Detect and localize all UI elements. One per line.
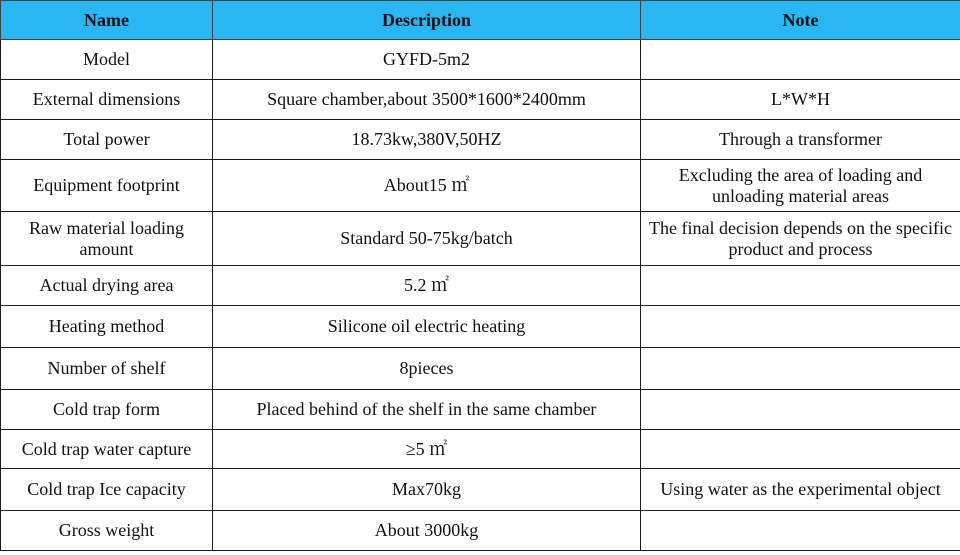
table-row [1, 120, 960, 160]
cell-note: Through a transformer [641, 120, 960, 160]
table-row [1, 511, 960, 551]
cell-name: Cold trap Ice capacity [1, 469, 213, 511]
header-description: Description [213, 1, 641, 40]
table-row [1, 469, 960, 511]
cell-description: Max70kg [213, 469, 641, 511]
cell-name: Equipment footprint [1, 160, 213, 212]
cell-note: Excluding the area of loading and unloading material areas [641, 160, 960, 212]
cell-description: ≥5 ㎡ [213, 430, 641, 469]
table-row [1, 266, 960, 306]
cell-name: Gross weight [1, 511, 213, 551]
cell-note [641, 390, 960, 430]
cell-name: Cold trap water capture [1, 430, 213, 469]
cell-description: Placed behind of the shelf in the same chamber [213, 390, 641, 430]
cell-description: GYFD-5m2 [213, 40, 641, 80]
cell-name: Number of shelf [1, 348, 213, 390]
cell-description: About15 ㎡ [213, 160, 641, 212]
cell-note [641, 266, 960, 306]
cell-name: Actual drying area [1, 266, 213, 306]
cell-description: Square chamber,about 3500*1600*2400mm [213, 80, 641, 120]
table-row [1, 348, 960, 390]
cell-name: Total power [1, 120, 213, 160]
cell-name: Raw material loading amount [1, 212, 213, 266]
table-row [1, 40, 960, 80]
cell-name: Cold trap form [1, 390, 213, 430]
header-name: Name [1, 1, 213, 40]
cell-name: External dimensions [1, 80, 213, 120]
cell-name: Model [1, 40, 213, 80]
cell-note [641, 306, 960, 348]
cell-note [641, 40, 960, 80]
cell-note [641, 511, 960, 551]
header-note: Note [641, 1, 960, 40]
cell-description: About 3000kg [213, 511, 641, 551]
table-row [1, 306, 960, 348]
table-row [1, 212, 960, 266]
table-row [1, 80, 960, 120]
cell-note [641, 430, 960, 469]
cell-description: 5.2 ㎡ [213, 266, 641, 306]
cell-note: Using water as the experimental object [641, 469, 960, 511]
table-row [1, 160, 960, 212]
cell-name: Heating method [1, 306, 213, 348]
cell-note: L*W*H [641, 80, 960, 120]
cell-note: The final decision depends on the specific product and process [641, 212, 960, 266]
cell-description: Standard 50-75kg/batch [213, 212, 641, 266]
table-row [1, 390, 960, 430]
cell-description: 8pieces [213, 348, 641, 390]
table-row [1, 430, 960, 469]
cell-description: Silicone oil electric heating [213, 306, 641, 348]
header-row [1, 1, 960, 40]
cell-description: 18.73kw,380V,50HZ [213, 120, 641, 160]
cell-note [641, 348, 960, 390]
